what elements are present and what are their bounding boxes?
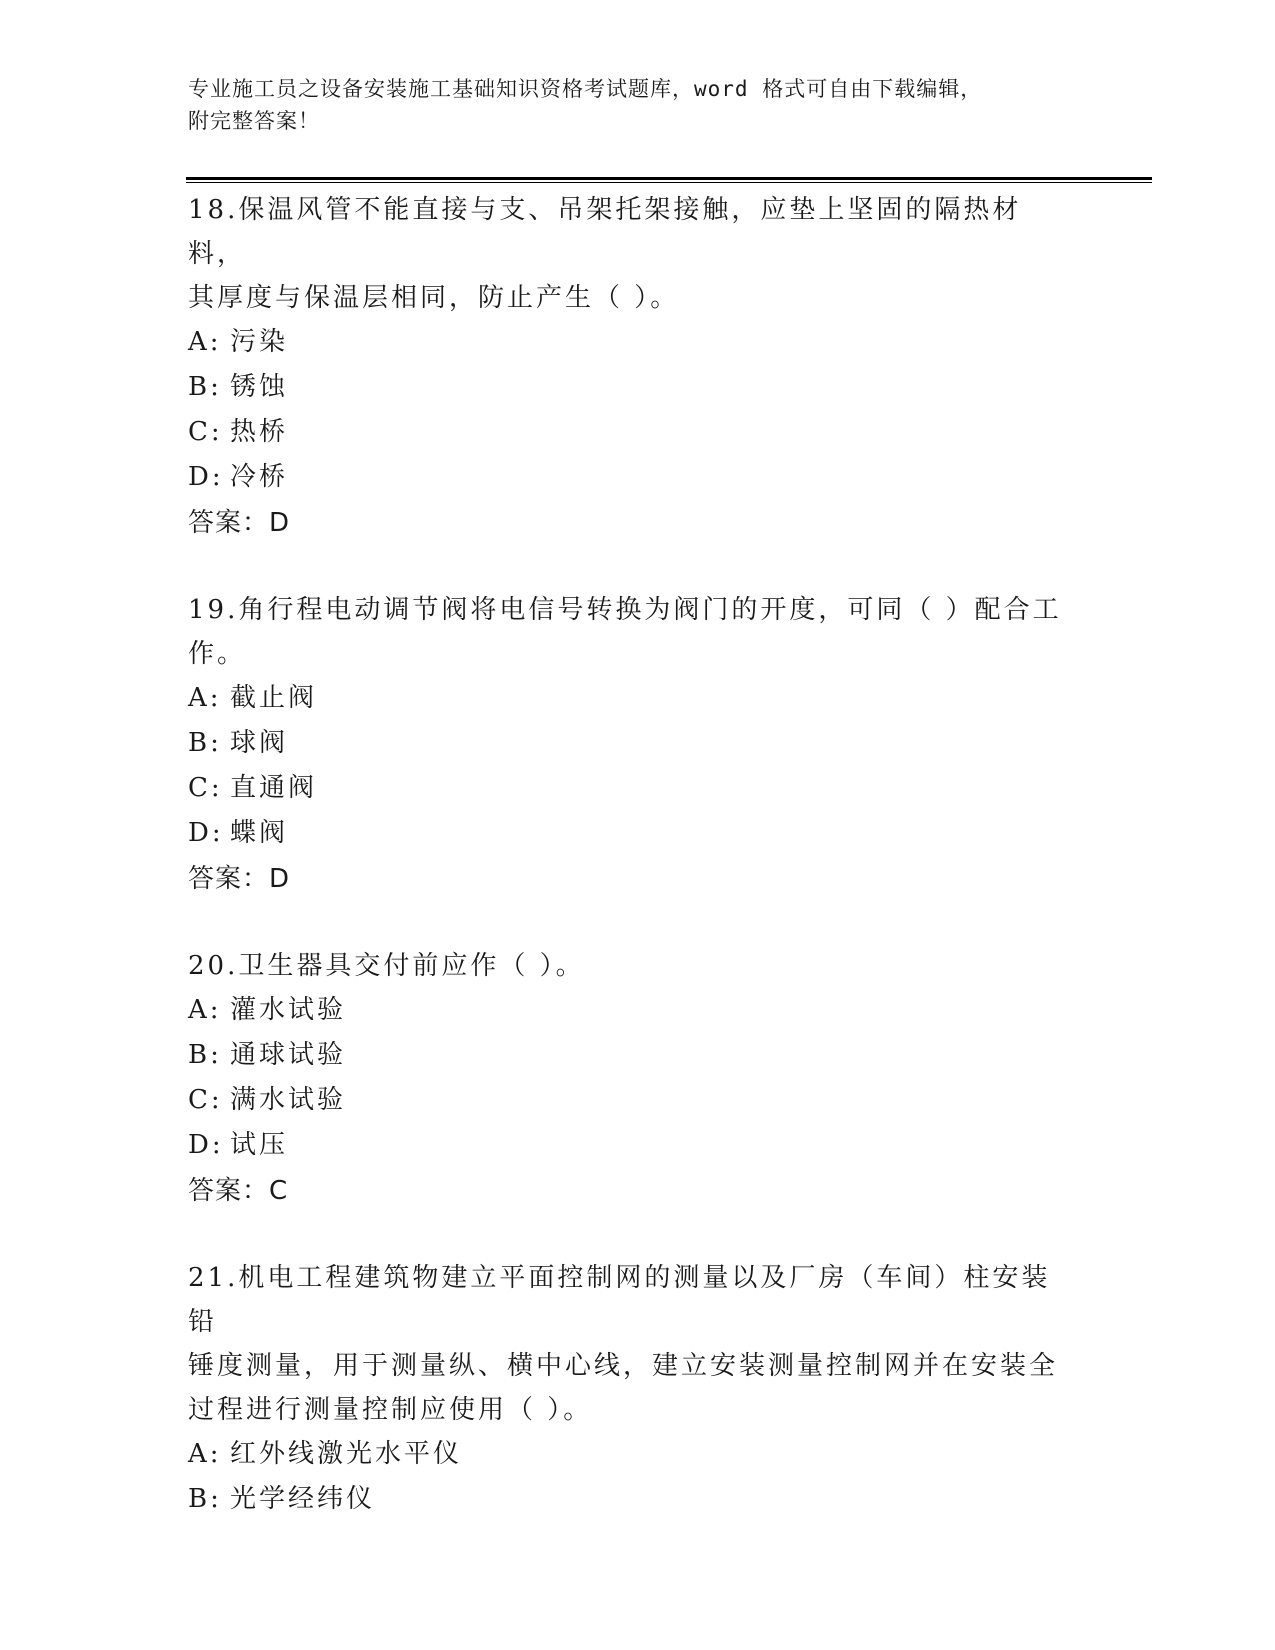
answer-option: [188, 1123, 1078, 1168]
header-rule-thick: [186, 177, 1152, 180]
question-stem-line: 18.保温风管不能直接与支、吊架托架接触，应垫上坚固的隔热材料，: [188, 195, 1022, 269]
answer-line: 答案：D: [188, 864, 291, 894]
option-text: 截止阀: [230, 683, 318, 713]
option-text: 蝶阀: [230, 818, 289, 848]
question-stem-line: 其厚度与保温层相同，防止产生（ ）。: [188, 283, 680, 313]
question-block: [188, 1256, 1078, 1522]
answer-option: [188, 1432, 1078, 1477]
option-key: A:: [188, 1439, 222, 1469]
option-text: 冷桥: [230, 462, 289, 492]
question-list: [188, 188, 1078, 1564]
question-stem-line: 21.机电工程建筑物建立平面控制网的测量以及厂房（车间）柱安装铅: [188, 1263, 1051, 1337]
option-text: 锈蚀: [230, 372, 289, 402]
option-key: B:: [188, 372, 222, 402]
header-line-2: 附完整答案！: [188, 109, 320, 133]
answer-option: [188, 1477, 1078, 1522]
option-key: B:: [188, 1040, 222, 1070]
header-line-1: 专业施工员之设备安装施工基础知识资格考试题库，word 格式可自由下载编辑，: [188, 77, 983, 101]
option-text: 试压: [230, 1130, 289, 1160]
answer-option: [188, 766, 1078, 811]
option-text: 红外线激光水平仪: [230, 1439, 463, 1469]
question-stem-line: 作。: [188, 639, 247, 669]
question-block: [188, 188, 1078, 546]
option-text: 直通阀: [230, 773, 318, 803]
question-stem-line: 19.角行程电动调节阀将电信号转换为阀门的开度，可同（ ）配合工: [188, 595, 1062, 625]
answer-option: [188, 1033, 1078, 1078]
answer-option: [188, 988, 1078, 1033]
option-text: 球阀: [230, 728, 289, 758]
question-stem-line: 过程进行测量控制应使用（ ）。: [188, 1395, 593, 1425]
answer-option: [188, 676, 1078, 721]
option-key: A:: [188, 683, 222, 713]
option-text: 热桥: [230, 417, 289, 447]
answer-option: [188, 1078, 1078, 1123]
answer-option: [188, 455, 1078, 500]
option-text: 灌水试验: [230, 995, 347, 1025]
option-key: B:: [188, 728, 222, 758]
answer-option: [188, 721, 1078, 766]
question-stem-line: 锤度测量，用于测量纵、横中心线，建立安装测量控制网并在安装全: [188, 1351, 1059, 1381]
header-rule-thin: [186, 182, 1152, 183]
option-key: A:: [188, 327, 222, 357]
option-key: D:: [188, 818, 224, 848]
question-stem-line: 20.卫生器具交付前应作（ ）。: [188, 951, 585, 981]
option-text: 通球试验: [230, 1040, 347, 1070]
option-text: 光学经纬仪: [230, 1484, 376, 1514]
answer-line: 答案：C: [188, 1176, 289, 1206]
option-text: 满水试验: [230, 1085, 347, 1115]
option-key: C:: [188, 773, 223, 803]
option-key: A:: [188, 995, 222, 1025]
option-key: C:: [188, 417, 223, 447]
question-block: [188, 944, 1078, 1214]
answer-option: [188, 811, 1078, 856]
answer-option: [188, 365, 1078, 410]
option-key: C:: [188, 1085, 223, 1115]
answer-line: 答案：D: [188, 508, 291, 538]
document-header: [188, 73, 1088, 137]
option-text: 污染: [230, 327, 289, 357]
question-block: [188, 588, 1078, 902]
answer-option: [188, 320, 1078, 365]
option-key: D:: [188, 1130, 224, 1160]
option-key: B:: [188, 1484, 222, 1514]
option-key: D:: [188, 462, 224, 492]
answer-option: [188, 410, 1078, 455]
